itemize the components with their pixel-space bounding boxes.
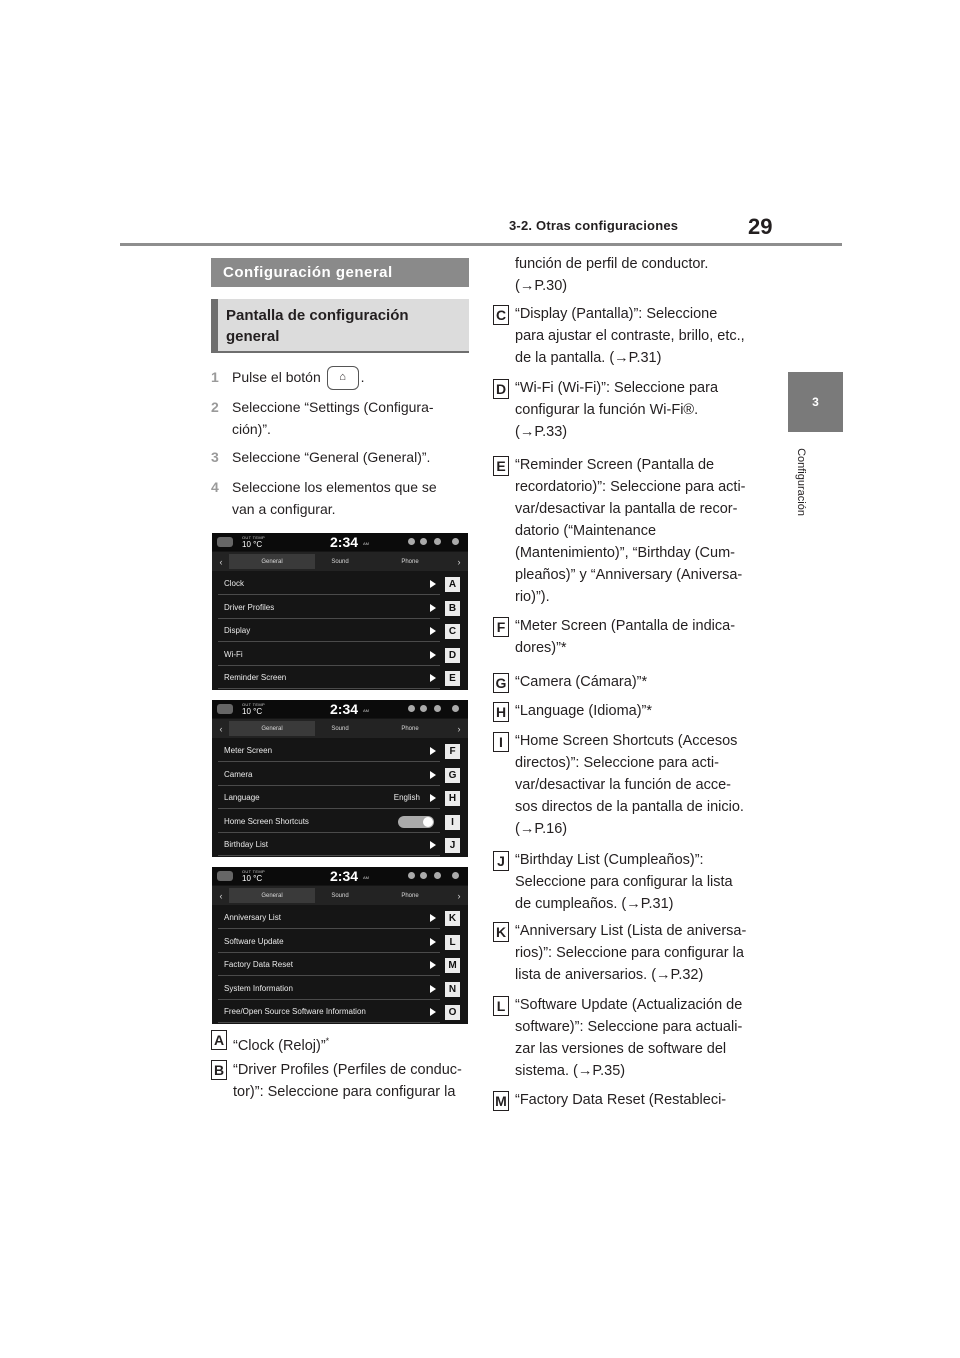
description-line: rios)”: Seleccione para configurar la (515, 945, 744, 961)
item-description (515, 730, 755, 840)
temp-value: 10 °C (242, 874, 263, 883)
callout-badge: K (445, 911, 460, 926)
row-label: Display (224, 626, 251, 635)
row-label: Clock (224, 579, 245, 588)
description-line: “Home Screen Shortcuts (Accesos (515, 733, 738, 749)
chevron-right-icon (430, 794, 436, 802)
description-line: “Anniversary List (Lista de aniversa- (515, 923, 747, 939)
description-line: (→P.30) (515, 278, 568, 294)
settings-screen-3 (212, 867, 468, 1024)
row-label: Factory Data Reset (224, 960, 293, 969)
description-line: sistema. (→P.35) (515, 1063, 626, 1079)
callout-badge: F (445, 744, 460, 759)
car-icon (217, 537, 233, 547)
description-line: (→P.16) (515, 821, 568, 837)
item-description (515, 1089, 755, 1111)
description-line: pleaños)” y “Anniversary (Aniversa- (515, 567, 743, 583)
row-label: Wi-Fi (224, 649, 243, 659)
description-line: lista de aniversarios. (→P.32) (515, 967, 704, 983)
callout-badge: B (445, 601, 460, 616)
chevron-right-icon (430, 674, 436, 682)
callout-badge: O (445, 1005, 460, 1020)
settings-row[interactable] (218, 740, 440, 762)
item-description (515, 920, 755, 986)
row-label: Anniversary List (224, 913, 281, 922)
tab-sound[interactable]: Sound (331, 892, 349, 899)
signal-icon (434, 872, 441, 879)
settings-row[interactable] (218, 954, 440, 976)
description-line: “Wi-Fi (Wi-Fi)”: Seleccione para (515, 380, 719, 396)
description-line: (Mantenimiento)”, “Birthday (Cum- (515, 545, 735, 561)
toggle-switch[interactable] (398, 816, 434, 828)
wifi-icon (420, 705, 427, 712)
settings-row[interactable] (218, 834, 440, 856)
callout-badge: L (445, 935, 460, 950)
chevron-right-icon (430, 985, 436, 993)
back-icon[interactable]: ‹ (219, 723, 223, 734)
clock-time: 2:34 (330, 868, 359, 884)
chevron-right-icon (430, 938, 436, 946)
settings-row[interactable] (218, 764, 440, 786)
home-icon: ⌂ (327, 366, 359, 390)
settings-row[interactable] (218, 667, 440, 689)
settings-row[interactable] (218, 620, 440, 642)
description-line: dores)”* (515, 640, 567, 656)
item-description (515, 454, 755, 608)
row-label: Language (224, 793, 260, 802)
description-line: “Software Update (Actualización de (515, 997, 743, 1013)
item-badge-l: L (493, 996, 509, 1016)
item-b-text: “Driver Profiles (Perfiles de conduc- tor)”: Seleccione para configurar la (233, 1062, 462, 1100)
item-a-text: “Clock (Reloj)”* (233, 1036, 330, 1054)
temp-label: OUT TEMP (242, 535, 265, 540)
settings-row[interactable] (218, 978, 440, 1000)
item-description (515, 253, 755, 297)
battery-icon (452, 538, 459, 545)
description-line: “Language (Idioma)”* (515, 703, 653, 719)
item-badge-f: F (493, 617, 509, 637)
section-title: Configuración general (211, 258, 469, 287)
row-label: Birthday List (224, 840, 269, 849)
bluetooth-icon (408, 872, 415, 879)
item-description (515, 994, 755, 1082)
clock-ampm: AM (363, 875, 369, 880)
tab-phone[interactable]: Phone (401, 892, 419, 899)
description-line: “Factory Data Reset (Restableci- (515, 1092, 727, 1108)
tab-general[interactable]: General (229, 554, 315, 569)
settings-screen-2 (212, 700, 468, 857)
item-description (515, 303, 755, 369)
temp-label: OUT TEMP (242, 869, 265, 874)
item-badge-m: M (493, 1091, 509, 1111)
chapter-label: Configuración (795, 448, 807, 516)
item-badge-d: D (493, 379, 509, 399)
chevron-right-icon (430, 1008, 436, 1016)
description-line: “Reminder Screen (Pantalla de (515, 457, 715, 473)
description-line: “Display (Pantalla)”: Seleccione (515, 306, 718, 322)
description-line: recordatorio)”: Seleccione para acti- (515, 479, 746, 495)
tab-phone[interactable]: Phone (401, 558, 419, 565)
row-label: Camera (224, 769, 253, 779)
chevron-right-icon (430, 841, 436, 849)
callout-badge: I (445, 815, 460, 830)
callout-badge: G (445, 768, 460, 783)
description-line: Seleccione para configurar la lista (515, 874, 733, 890)
wifi-icon (420, 538, 427, 545)
row-label: Home Screen Shortcuts (224, 816, 309, 826)
tab-general[interactable]: General (229, 888, 315, 903)
chevron-right-icon (430, 627, 436, 635)
row-label: Free/Open Source Software Information (224, 1007, 366, 1016)
item-badge-g: G (493, 673, 509, 693)
description-line: zar las versiones de software del (515, 1041, 727, 1057)
chevron-right-icon (430, 961, 436, 969)
description-line: datorio (“Maintenance (515, 523, 657, 539)
chevron-right-icon (430, 651, 436, 659)
item-badge-b: B (211, 1060, 227, 1080)
settings-row[interactable] (218, 597, 440, 619)
item-badge-i: I (493, 732, 509, 752)
description-line: de cumpleaños. (→P.31) (515, 896, 674, 912)
description-line: “Meter Screen (Pantalla de indica- (515, 618, 736, 634)
wifi-icon (420, 872, 427, 879)
settings-row[interactable] (218, 644, 440, 666)
battery-icon (452, 705, 459, 712)
row-label: Software Update (224, 936, 284, 946)
car-icon (217, 871, 233, 881)
callout-badge: C (445, 624, 460, 639)
temp-value: 10 °C (242, 707, 263, 716)
description-line: configurar la función Wi-Fi®. (515, 402, 699, 418)
item-badge-e: E (493, 456, 509, 476)
description-line: función de perfil de conductor. (515, 256, 709, 272)
forward-icon[interactable]: › (457, 890, 461, 901)
settings-row[interactable] (218, 931, 440, 953)
page-number: 29 (748, 214, 773, 239)
callout-badge: J (445, 838, 460, 853)
item-badge-a: A (211, 1030, 227, 1050)
settings-row[interactable] (218, 811, 440, 833)
clock-ampm: AM (363, 708, 369, 713)
item-badge-j: J (493, 851, 509, 871)
item-description (515, 700, 755, 722)
description-line: “Birthday List (Cumpleaños)”: (515, 852, 704, 868)
bluetooth-icon (408, 705, 415, 712)
settings-screen-1 (212, 533, 468, 690)
row-label: Meter Screen (224, 746, 273, 755)
item-description (515, 849, 755, 915)
row-label: System Information (224, 983, 293, 993)
callout-badge: A (445, 577, 460, 592)
header-rule (120, 243, 842, 246)
chevron-right-icon (430, 747, 436, 755)
back-icon[interactable]: ‹ (219, 556, 223, 567)
battery-icon (452, 872, 459, 879)
bluetooth-icon (408, 538, 415, 545)
clock-ampm: AM (363, 541, 369, 546)
row-label: Reminder Screen (224, 673, 287, 682)
item-description (515, 377, 755, 443)
description-line: var/desactivar la función de acce- (515, 777, 731, 793)
car-icon (217, 704, 233, 714)
callout-badge: E (445, 671, 460, 686)
signal-icon (434, 705, 441, 712)
tab-sound[interactable]: Sound (331, 725, 349, 732)
chevron-right-icon (430, 771, 436, 779)
description-line: var/desactivar la pantalla de recor- (515, 501, 738, 517)
item-description (515, 671, 755, 693)
description-line: directos)”: Seleccione para acti- (515, 755, 719, 771)
settings-row[interactable] (218, 1001, 440, 1023)
description-line: (→P.33) (515, 424, 568, 440)
description-line: rio)”). (515, 589, 550, 605)
temp-value: 10 °C (242, 540, 263, 549)
forward-icon[interactable]: › (457, 556, 461, 567)
tab-phone[interactable]: Phone (401, 725, 419, 732)
row-value: English (393, 793, 420, 802)
callout-badge: H (445, 791, 460, 806)
callout-badge: N (445, 982, 460, 997)
description-line: para ajustar el contraste, brillo, etc., (515, 328, 745, 344)
chevron-right-icon (430, 914, 436, 922)
callout-badge: D (445, 648, 460, 663)
chapter-tab: 3 (788, 372, 843, 432)
item-badge-k: K (493, 922, 509, 942)
signal-icon (434, 538, 441, 545)
description-line: sos directos de la pantalla de inicio. (515, 799, 744, 815)
item-description (515, 615, 755, 659)
settings-row[interactable] (218, 573, 440, 595)
settings-row[interactable] (218, 787, 440, 809)
callout-badge: M (445, 958, 460, 973)
item-badge-c: C (493, 305, 509, 325)
description-line: de la pantalla. (→P.31) (515, 350, 662, 366)
chevron-right-icon (430, 604, 436, 612)
item-badge-h: H (493, 702, 509, 722)
back-icon[interactable]: ‹ (219, 890, 223, 901)
section-header: 3-2. Otras configuraciones (509, 218, 679, 233)
subsection-title: Pantalla de configuración general (211, 299, 469, 353)
temp-label: OUT TEMP (242, 702, 265, 707)
chevron-right-icon (430, 580, 436, 588)
settings-row[interactable] (218, 907, 440, 929)
tab-sound[interactable]: Sound (331, 558, 349, 565)
clock-time: 2:34 (330, 534, 359, 550)
tab-general[interactable]: General (229, 721, 315, 736)
description-line: “Camera (Cámara)”* (515, 674, 648, 690)
forward-icon[interactable]: › (457, 723, 461, 734)
row-label: Driver Profiles (224, 602, 275, 612)
description-line: software)”: Seleccione para actuali- (515, 1019, 743, 1035)
clock-time: 2:34 (330, 701, 359, 717)
